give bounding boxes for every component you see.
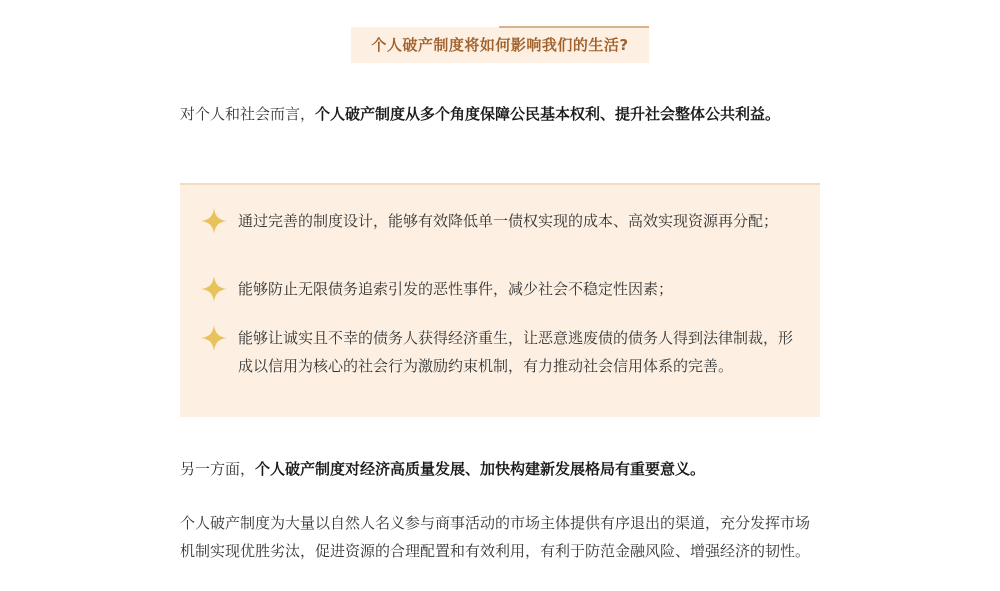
four-point-star-icon [201,325,227,351]
economy-paragraph [180,455,820,483]
intro-paragraph [180,100,820,128]
four-point-star-icon [201,208,227,234]
economy-normal-text: 另一方面， [180,460,256,478]
callout-item-text: 能够防止无限债务追索引发的恶性事件，减少社会不稳定性因素； [238,280,674,298]
benefits-callout [180,183,820,417]
economy-bold-text: 个人破产制度对经济高质量发展、加快构建新发展格局有重要意义。 [255,460,706,478]
callout-item-text: 通过完善的制度设计，能够有效降低单一债权实现的成本、高效实现资源再分配； [238,212,779,230]
section-heading [351,27,649,63]
callout-item-text: 能够让诚实且不幸的债务人获得经济重生，让恶意逃废债的债务人得到法律制裁，形成以信用为核心的社会行为激励约束机制，有力推动社会信用体系的完善。 [238,329,794,375]
callout-accent-line [180,183,820,185]
market-paragraph: 个人破产制度为大量以自然人名义参与商事活动的市场主体提供有序退出的渠道，充分发挥市场机制实现优胜劣汰，促进资源的合理配置和有效利用，有利于防范金融风险、增强经济的韧性。 [180,514,811,560]
four-point-star-icon [201,276,227,302]
intro-bold-text: 个人破产制度从多个角度保障公民基本权利、提升社会整体公共利益。 [315,105,781,123]
heading-title: 个人破产制度将如何影响我们的生活? [371,36,629,54]
intro-normal-text: 对个人和社会而言， [180,105,316,123]
